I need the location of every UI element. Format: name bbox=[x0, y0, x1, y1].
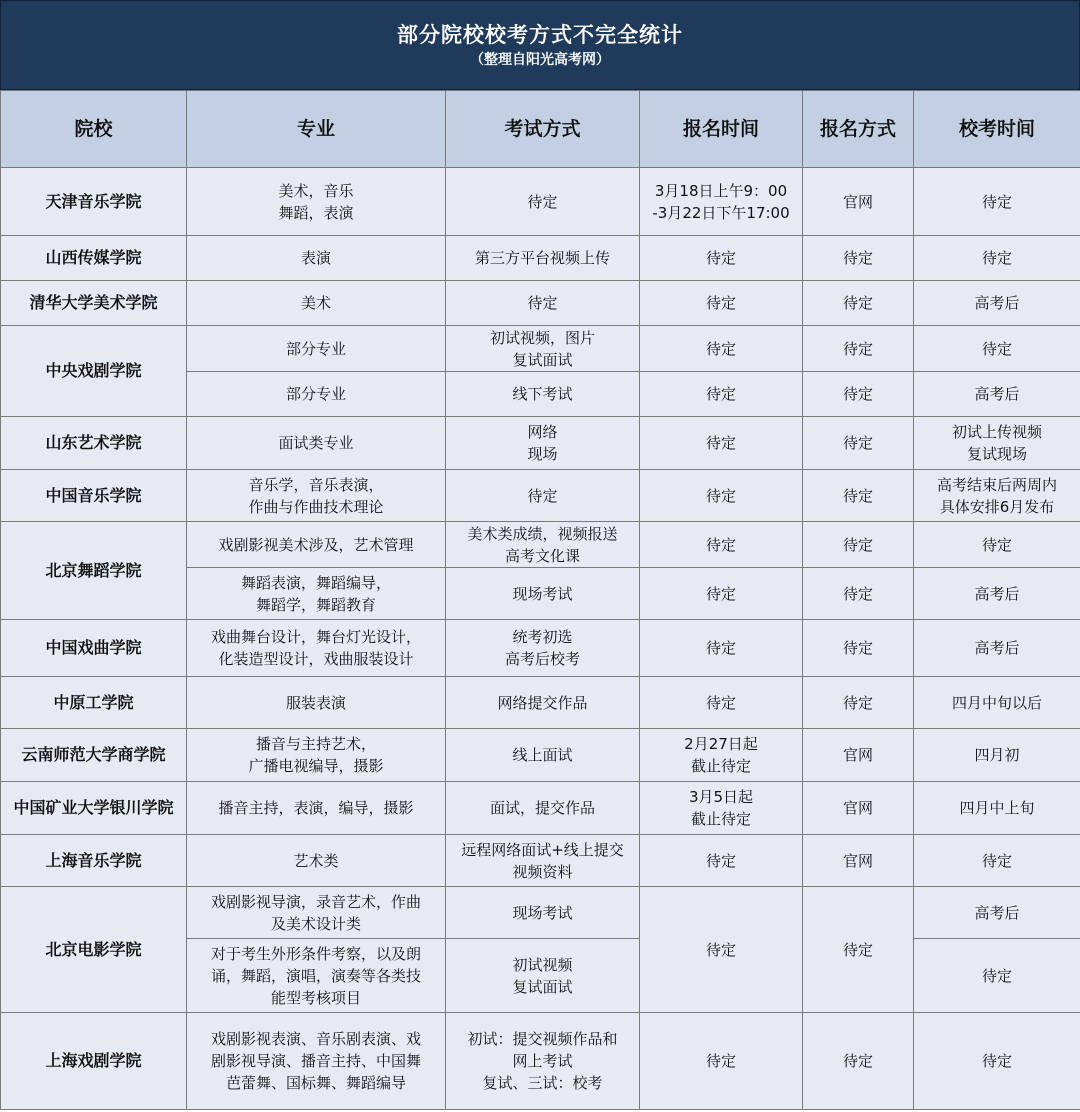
major-cell: 戏剧影视美术涉及，艺术管理 bbox=[187, 522, 446, 568]
school-name: 中央戏剧学院 bbox=[1, 326, 187, 417]
col-header-exam-time: 校考时间 bbox=[914, 91, 1080, 168]
major-cell: 戏剧影视导演，录音艺术，作曲 及美术设计类 bbox=[187, 887, 446, 939]
exam-method-cell: 初试视频，图片 复试面试 bbox=[446, 326, 640, 372]
registration-time-cell: 待定 bbox=[640, 677, 803, 729]
table-row bbox=[1, 620, 1080, 677]
table-header-row bbox=[1, 91, 1080, 168]
exam-method-cell: 现场考试 bbox=[446, 568, 640, 620]
registration-time-cell: 待定 bbox=[640, 236, 803, 281]
exam-time-cell: 高考后 bbox=[914, 372, 1080, 417]
registration-method-cell: 官网 bbox=[803, 782, 914, 835]
registration-time-cell: 待定 bbox=[640, 372, 803, 417]
col-header-school: 院校 bbox=[1, 91, 187, 168]
registration-method-cell: 官网 bbox=[803, 168, 914, 236]
registration-method-cell: 待定 bbox=[803, 236, 914, 281]
exam-method-cell: 统考初选 高考后校考 bbox=[446, 620, 640, 677]
school-name: 北京电影学院 bbox=[1, 887, 187, 1013]
exam-time-cell: 待定 bbox=[914, 326, 1080, 372]
table-row bbox=[1, 887, 1080, 939]
title-banner bbox=[0, 0, 1080, 90]
table-row bbox=[1, 326, 1080, 372]
exam-time-cell: 待定 bbox=[914, 1013, 1080, 1110]
exam-time-cell: 高考后 bbox=[914, 568, 1080, 620]
exam-time-cell: 待定 bbox=[914, 236, 1080, 281]
registration-method-cell: 待定 bbox=[803, 887, 914, 1013]
table-row bbox=[1, 782, 1080, 835]
exam-method-cell: 远程网络面试+线上提交 视频资料 bbox=[446, 835, 640, 887]
exam-method-cell: 线上面试 bbox=[446, 729, 640, 782]
major-cell: 服装表演 bbox=[187, 677, 446, 729]
school-name: 上海音乐学院 bbox=[1, 835, 187, 887]
table-row bbox=[1, 281, 1080, 326]
exam-time-cell: 高考后 bbox=[914, 281, 1080, 326]
page-subtitle: （整理自阳光高考网） bbox=[470, 52, 610, 68]
registration-method-cell: 官网 bbox=[803, 729, 914, 782]
registration-time-cell: 待定 bbox=[640, 326, 803, 372]
col-header-exam-method: 考试方式 bbox=[446, 91, 640, 168]
exam-method-cell: 现场考试 bbox=[446, 887, 640, 939]
school-name: 天津音乐学院 bbox=[1, 168, 187, 236]
major-cell: 部分专业 bbox=[187, 326, 446, 372]
registration-time-cell: 待定 bbox=[640, 470, 803, 522]
school-name: 山东艺术学院 bbox=[1, 417, 187, 470]
major-cell: 对于考生外形条件考察，以及朗 诵，舞蹈，演唱，演奏等各类技 能型考核项目 bbox=[187, 939, 446, 1013]
exam-method-cell: 初试视频 复试面试 bbox=[446, 939, 640, 1013]
exam-method-cell: 面试，提交作品 bbox=[446, 782, 640, 835]
col-header-registration-time: 报名时间 bbox=[640, 91, 803, 168]
page-title: 部分院校校考方式不完全统计 bbox=[397, 23, 683, 47]
exam-method-cell: 待定 bbox=[446, 168, 640, 236]
registration-method-cell: 官网 bbox=[803, 835, 914, 887]
school-name: 中国戏曲学院 bbox=[1, 620, 187, 677]
major-cell: 戏剧影视表演、音乐剧表演、戏 剧影视导演、播音主持、中国舞 芭蕾舞、国标舞、舞蹈编导 bbox=[187, 1013, 446, 1110]
registration-time-cell: 待定 bbox=[640, 1013, 803, 1110]
registration-time-cell: 待定 bbox=[640, 417, 803, 470]
table-row bbox=[1, 522, 1080, 568]
school-name: 清华大学美术学院 bbox=[1, 281, 187, 326]
registration-time-cell: 待定 bbox=[640, 568, 803, 620]
registration-method-cell: 待定 bbox=[803, 372, 914, 417]
exam-time-cell: 四月初 bbox=[914, 729, 1080, 782]
major-cell: 播音主持，表演，编导，摄影 bbox=[187, 782, 446, 835]
major-cell: 面试类专业 bbox=[187, 417, 446, 470]
school-name: 上海戏剧学院 bbox=[1, 1013, 187, 1110]
school-name: 北京舞蹈学院 bbox=[1, 522, 187, 620]
exam-method-cell: 初试：提交视频作品和 网上考试 复试、三试：校考 bbox=[446, 1013, 640, 1110]
exam-time-cell: 待定 bbox=[914, 168, 1080, 236]
major-cell: 美术 bbox=[187, 281, 446, 326]
exam-time-cell: 高考后 bbox=[914, 887, 1080, 939]
major-cell: 艺术类 bbox=[187, 835, 446, 887]
major-cell: 播音与主持艺术， 广播电视编导，摄影 bbox=[187, 729, 446, 782]
school-name: 山西传媒学院 bbox=[1, 236, 187, 281]
table-row bbox=[1, 729, 1080, 782]
school-name: 中国音乐学院 bbox=[1, 470, 187, 522]
registration-method-cell: 待定 bbox=[803, 677, 914, 729]
exam-time-cell: 高考后 bbox=[914, 620, 1080, 677]
exam-method-cell: 待定 bbox=[446, 281, 640, 326]
admission-table bbox=[0, 90, 1080, 1110]
registration-method-cell: 待定 bbox=[803, 620, 914, 677]
registration-time-cell: 3月5日起 截止待定 bbox=[640, 782, 803, 835]
table-row bbox=[1, 236, 1080, 281]
exam-method-cell: 网络提交作品 bbox=[446, 677, 640, 729]
table-row bbox=[1, 417, 1080, 470]
school-name: 中原工学院 bbox=[1, 677, 187, 729]
col-header-registration-method: 报名方式 bbox=[803, 91, 914, 168]
major-cell: 美术，音乐 舞蹈，表演 bbox=[187, 168, 446, 236]
table-row bbox=[1, 168, 1080, 236]
col-header-major: 专业 bbox=[187, 91, 446, 168]
registration-time-cell: 待定 bbox=[640, 835, 803, 887]
registration-method-cell: 待定 bbox=[803, 568, 914, 620]
exam-method-cell: 线下考试 bbox=[446, 372, 640, 417]
exam-time-cell: 初试上传视频 复试现场 bbox=[914, 417, 1080, 470]
registration-method-cell: 待定 bbox=[803, 281, 914, 326]
registration-time-cell: 待定 bbox=[640, 522, 803, 568]
exam-time-cell: 高考结束后两周内 具体安排6月发布 bbox=[914, 470, 1080, 522]
exam-method-cell: 第三方平台视频上传 bbox=[446, 236, 640, 281]
major-cell: 戏曲舞台设计，舞台灯光设计， 化装造型设计，戏曲服装设计 bbox=[187, 620, 446, 677]
registration-method-cell: 待定 bbox=[803, 326, 914, 372]
registration-time-cell: 待定 bbox=[640, 281, 803, 326]
exam-method-cell: 待定 bbox=[446, 470, 640, 522]
major-cell: 音乐学，音乐表演， 作曲与作曲技术理论 bbox=[187, 470, 446, 522]
exam-time-cell: 四月中上旬 bbox=[914, 782, 1080, 835]
registration-method-cell: 待定 bbox=[803, 522, 914, 568]
exam-time-cell: 待定 bbox=[914, 835, 1080, 887]
exam-time-cell: 四月中旬以后 bbox=[914, 677, 1080, 729]
table-row bbox=[1, 1013, 1080, 1110]
major-cell: 舞蹈表演，舞蹈编导， 舞蹈学，舞蹈教育 bbox=[187, 568, 446, 620]
table-row bbox=[1, 470, 1080, 522]
school-name: 云南师范大学商学院 bbox=[1, 729, 187, 782]
registration-time-cell: 2月27日起 截止待定 bbox=[640, 729, 803, 782]
registration-time-cell: 3月18日上午9：00 -3月22日下午17:00 bbox=[640, 168, 803, 236]
registration-time-cell: 待定 bbox=[640, 620, 803, 677]
registration-time-cell: 待定 bbox=[640, 887, 803, 1013]
major-cell: 部分专业 bbox=[187, 372, 446, 417]
school-name: 中国矿业大学银川学院 bbox=[1, 782, 187, 835]
exam-time-cell: 待定 bbox=[914, 522, 1080, 568]
registration-method-cell: 待定 bbox=[803, 1013, 914, 1110]
exam-method-cell: 美术类成绩，视频报送 高考文化课 bbox=[446, 522, 640, 568]
exam-time-cell: 待定 bbox=[914, 939, 1080, 1013]
table-row bbox=[1, 677, 1080, 729]
registration-method-cell: 待定 bbox=[803, 417, 914, 470]
exam-method-cell: 网络 现场 bbox=[446, 417, 640, 470]
table-row bbox=[1, 835, 1080, 887]
major-cell: 表演 bbox=[187, 236, 446, 281]
registration-method-cell: 待定 bbox=[803, 470, 914, 522]
